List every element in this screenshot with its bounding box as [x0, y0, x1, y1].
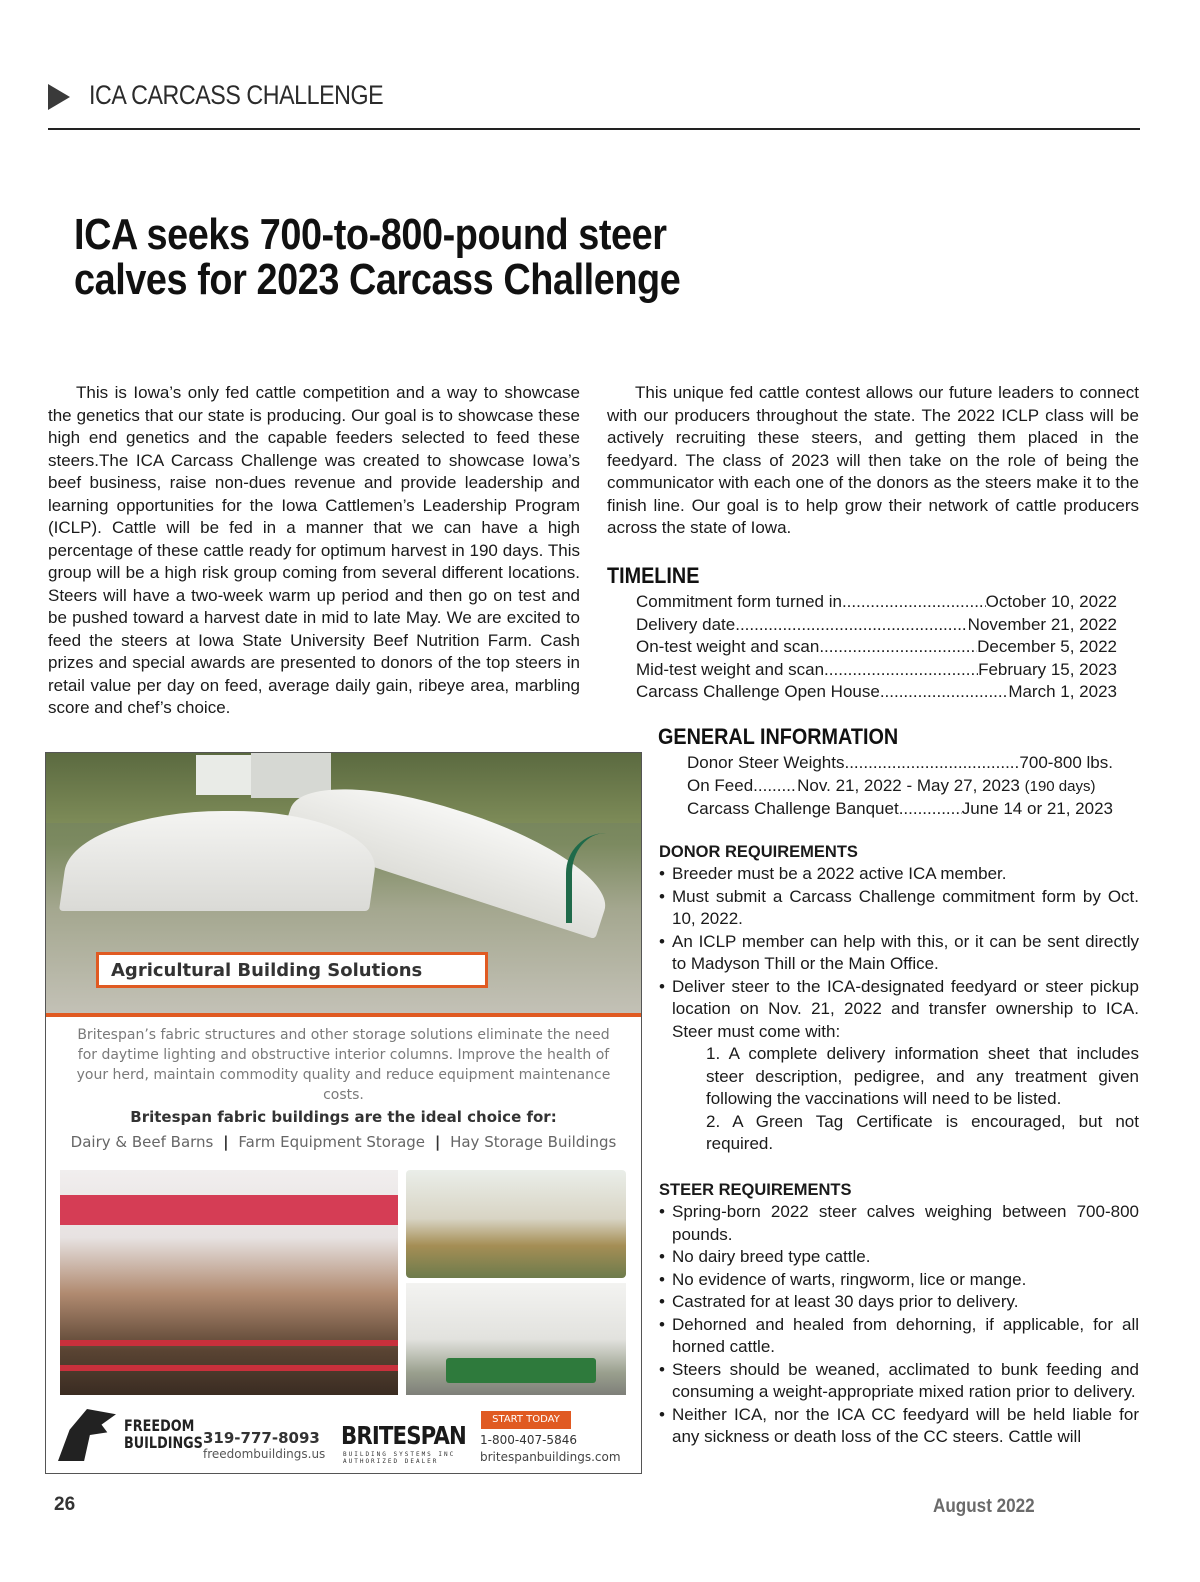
- timeline-section: [607, 563, 1117, 704]
- steer-requirements-title: STEER REQUIREMENTS: [659, 1181, 852, 1199]
- timeline-label: Mid-test weight and scan: [636, 659, 825, 679]
- equipment-storage-photo: [406, 1283, 626, 1395]
- intro-right-paragraph: This unique fed cattle contest allows our future leaders to connect with our producers throughout the state. The 2022 ICLP class will be actively recruiting these steers, and getting them placed in the feedyard. The class of 2023 will then take on the role of being the communicator with each one of the donors as the steers make it to the finish line. Our goal is to help grow their network of cattle producers across the state of Iowa.: [607, 383, 1139, 537]
- play-triangle-icon: [48, 84, 70, 110]
- ad-footer: [46, 1403, 641, 1473]
- list-item: • Breeder must be a 2022 active ICA member.: [659, 863, 1139, 886]
- eagle-logo-icon: [58, 1409, 116, 1461]
- ad-copy: Britespan’s fabric structures and other storage solutions eliminate the need for daytime lighting and obstructive interior columns. Improve the health of your herd, maintain commodity quality and reduce equipment maintenance costs.: [76, 1027, 611, 1103]
- ad-subheading: Britespan fabric buildings are the ideal choice for:: [130, 1108, 557, 1126]
- info-row: [687, 798, 1113, 821]
- timeline-label: On-test weight and scan: [636, 637, 820, 656]
- cattle-barn-photo: [60, 1170, 398, 1395]
- freedom-buildings-logo: [124, 1417, 203, 1451]
- on-feed-dates: Nov. 21, 2022 - May 27, 2023: [797, 775, 1020, 795]
- timeline-date: October 10, 2022: [985, 592, 1117, 611]
- sub-list-item: 1. A complete delivery information sheet that includes steer description, pedigree, and any treatment given following the vaccinations will need to be listed.: [706, 1044, 1139, 1108]
- fb-logo-line1: FREEDOM: [124, 1416, 195, 1435]
- info-label: Donor Steer Weights: [687, 753, 845, 772]
- donor-requirements-list: [659, 863, 1139, 1043]
- ad-tagline-box: [96, 952, 488, 988]
- ad-tagline: Agricultural Building Solutions: [111, 960, 423, 981]
- list-item: • Neither ICA, nor the ICA CC feedyard will be held liable for any sickness or death loss of the CC steers. Cattle will: [659, 1404, 1139, 1449]
- info-value: [797, 775, 1095, 799]
- general-info-section: [658, 724, 1113, 821]
- timeline-row: [636, 681, 1117, 704]
- britespan-tag-line2: AUTHORIZED DEALER: [343, 1458, 439, 1465]
- freedom-url-link[interactable]: freedombuildings.us: [203, 1447, 326, 1461]
- aerial-buildings-photo: [46, 753, 641, 1013]
- page-number: 26: [54, 1494, 76, 1515]
- britespan-phone: 1-800-407-5846: [480, 1433, 577, 1447]
- info-value: June 14 or 21, 2023: [961, 799, 1113, 818]
- list-item: • Spring-born 2022 steer calves weighing between 700-800 pounds.: [659, 1201, 1139, 1246]
- britespan-url-link[interactable]: britespanbuildings.com: [480, 1450, 621, 1464]
- timeline-row: [636, 591, 1117, 614]
- list-item: • Castrated for at least 30 days prior to delivery.: [659, 1291, 1139, 1314]
- general-info-list: [687, 752, 1113, 821]
- ad-category: Farm Equipment Storage: [238, 1133, 426, 1151]
- on-feed-days: (190 days): [1024, 777, 1096, 795]
- steer-requirements-list: [659, 1201, 1139, 1449]
- article-headline: [74, 212, 762, 302]
- headline-line-1: ICA seeks 700-to-800-pound steer: [74, 210, 667, 259]
- britespan-tag-line1: BUILDING SYSTEMS INC: [343, 1451, 456, 1458]
- timeline-date: December 5, 2022: [977, 637, 1117, 656]
- general-info-title: GENERAL INFORMATION: [658, 724, 899, 749]
- britespan-logo-tagline: [343, 1451, 455, 1465]
- sub-list-item: 2. A Green Tag Certificate is encouraged, but not required.: [706, 1111, 1139, 1153]
- info-label: On Feed: [687, 775, 754, 795]
- steer-requirements-section: [659, 1179, 1139, 1449]
- timeline-list: [636, 591, 1117, 704]
- list-item: • An ICLP member can help with this, or it can be sent directly to Madyson Thill or the Main Office.: [659, 931, 1139, 976]
- timeline-label: Carcass Challenge Open House: [636, 682, 880, 701]
- timeline-label: Commitment form turned in: [636, 592, 842, 611]
- hay-storage-photo: [406, 1170, 626, 1278]
- timeline-row: [636, 636, 1117, 659]
- timeline-date: March 1, 2023: [1008, 682, 1117, 701]
- list-item: • No dairy breed type cattle.: [659, 1246, 1139, 1269]
- separator: |: [434, 1133, 441, 1151]
- info-row: [687, 752, 1113, 775]
- freedom-phone: 319-777-8093: [203, 1429, 320, 1447]
- timeline-title: TIMELINE: [607, 563, 700, 588]
- info-row: [687, 775, 1113, 799]
- fb-logo-line2: BUILDINGS: [124, 1433, 203, 1452]
- section-label: ICA CARCASS CHALLENGE: [89, 80, 384, 110]
- ad-category: Dairy & Beef Barns: [70, 1133, 214, 1151]
- start-today-badge: START TODAY: [481, 1411, 571, 1429]
- donor-requirements-title: DONOR REQUIREMENTS: [659, 843, 858, 861]
- ad-category: Hay Storage Buildings: [450, 1133, 617, 1151]
- intro-left-paragraph: This is Iowa’s only fed cattle competition and a way to showcase the genetics that our state is producing. Our goal is to showcase these high end genetics and the capable feeders selected to feed these steers.The ICA Carcass Challenge was created to showcase Iowa’s beef business, raise non-dues revenue and provide leadership and learning opportunities for the Iowa Cattlemen’s Leadership Program (ICLP). Cattle will be fed in a manner that we can have a high percentage of these cattle ready for optimum harvest in 190 days. This group will be a high risk group coming from several different locations. Steers will have a two-week warm up period and then go on test and be pushed toward a harvest date in mid to late May. We are excited to feed the steers at Iowa State University Beef Nutrition Farm. Cash prizes and special awards are presented to donors of the top steers in retail value per day on feed, average daily gain, ribeye area, marbling score and chef’s choice.: [48, 383, 580, 717]
- timeline-row: [636, 659, 1117, 682]
- ad-categories: [66, 1133, 621, 1151]
- donor-requirements-section: [659, 841, 1139, 1156]
- list-item: • No evidence of warts, ringworm, lice or mange.: [659, 1269, 1139, 1292]
- section-header: [48, 80, 1140, 130]
- issue-date: August 2022: [933, 1496, 1035, 1517]
- ad-accent-bar: [46, 1013, 641, 1017]
- timeline-label: Delivery date: [636, 614, 736, 634]
- timeline-date: February 15, 2023: [978, 659, 1117, 679]
- info-value: 700-800 lbs.: [1019, 753, 1113, 772]
- britespan-logo: BRITESPAN: [341, 1421, 466, 1450]
- list-item: • Dehorned and healed from dehorning, if applicable, for all horned cattle.: [659, 1314, 1139, 1359]
- britespan-advertisement[interactable]: [45, 752, 642, 1474]
- list-item: • Deliver steer to the ICA-designated feedyard or steer pickup location on Nov. 21, 2022 and transfer ownership to ICA. Steer must come with:: [659, 976, 1139, 1044]
- headline-line-2: calves for 2023 Carcass Challenge: [74, 255, 681, 304]
- timeline-date: November 21, 2022: [967, 614, 1117, 634]
- info-label: Carcass Challenge Banquet: [687, 799, 899, 818]
- list-item: • Steers should be weaned, acclimated to bunk feeding and consuming a weight-appropriate mixed ration prior to delivery.: [659, 1359, 1139, 1404]
- timeline-row: [636, 614, 1117, 637]
- list-item: • Must submit a Carcass Challenge commitment form by Oct. 10, 2022.: [659, 886, 1139, 931]
- separator: |: [223, 1133, 229, 1151]
